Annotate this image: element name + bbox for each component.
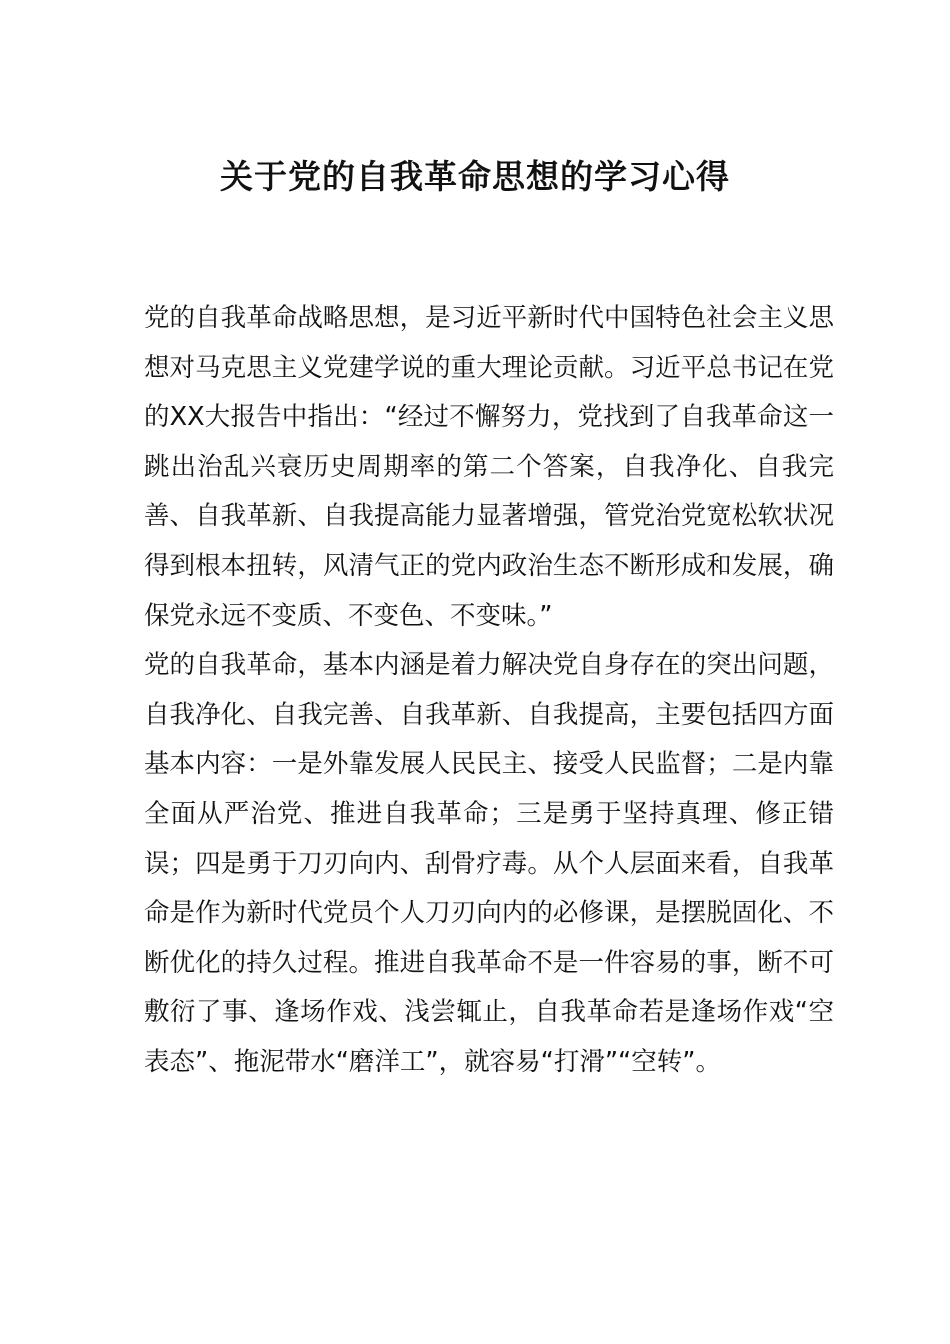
paragraph-2: 党的自我革命，基本内涵是着力解决党自身存在的突出问题，自我净化、自我完善、自我革新、自我提高，主要包括四方面基本内容：一是外靠发展人民民主、接受人民监督；二是内靠全面从严治党、推进自我革命；三是勇于坚持真理、修正错误；四是勇于刀刃向内、刮骨疗毒。从个人层面来看，自我革命是作为新时代党员个人刀刃向内的必修课，是摆脱固化、不断优化的持久过程。推进自我革命不是一件容易的事，断不可敷衍了事、逢场作戏、浅尝辄止，自我革命若是逢场作戏“空表态”、拖泥带水“磨洋工”，就容易“打滑”“空转”。 bbox=[144, 650, 834, 1077]
paragraph-1: 党的自我革命战略思想，是习近平新时代中国特色社会主义思想对马克思主义党建学说的重大理论贡献。习近平总书记在党的XX大报告中指出：“经过不懈努力，党找到了自我革命这一跳出治乱兴衰历史周期率的第二个答案，自我净化、自我完善、自我革新、自我提高能力显著增强，管党治党宽松软状况得到根本扭转，风清气正的党内政治生态不断形成和发展，确保党永远不变质、不变色、不变味。” bbox=[144, 303, 834, 631]
document-body bbox=[144, 294, 834, 1088]
document-title: 关于党的自我革命思想的学习心得 bbox=[220, 157, 730, 196]
